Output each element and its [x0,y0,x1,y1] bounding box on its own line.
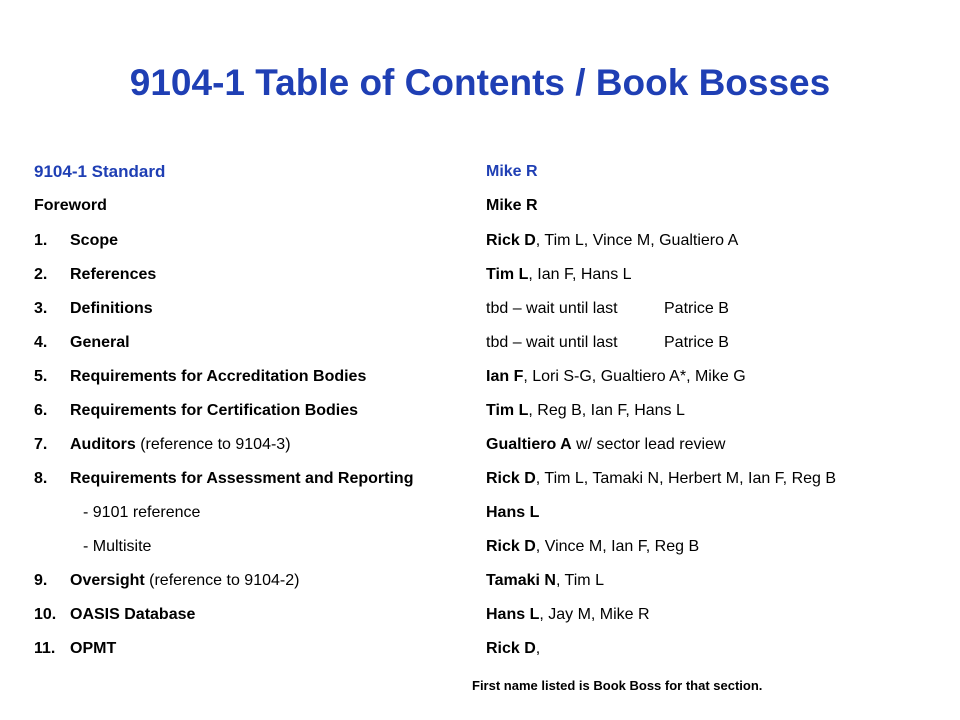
section-number: 5. [34,368,48,385]
tbd-note: tbd – wait until last [486,334,618,351]
section-number: 11. [34,640,56,657]
assignees [486,263,632,287]
book-boss: Hans L [486,504,540,521]
section-title: Requirements for Certification Bodies [70,402,359,419]
toc-row [0,399,960,423]
foreword-boss: Mike R [486,197,538,214]
other-assignees: , Reg B, Ian F, Hans L [528,402,685,419]
other-assignees: , Tim L, Vince M, Gualtiero A [535,232,739,249]
section-title: Definitions [70,300,153,317]
page-title: 9104-1 Table of Contents / Book Bosses [129,62,831,103]
section-title: Requirements for Assessment and Reporting [70,470,414,487]
book-boss: Rick D [486,538,536,555]
toc-row [0,637,960,661]
assignees [486,433,725,457]
section-title: References [70,266,157,283]
other-assignees: , Tim L, Tamaki N, Herbert M, Ian F, Reg B [535,470,837,487]
assignees [486,603,650,627]
toc-row [0,365,960,389]
other-assignees: , Tim L [555,572,604,589]
toc-row [0,467,960,491]
book-boss: Rick D [486,640,536,657]
section-number: 9. [34,572,48,589]
book-boss: Hans L [486,606,540,623]
toc-row [0,229,960,253]
book-boss: Gualtiero A [486,436,572,453]
other-assignees: , Vince M, Ian F, Reg B [535,538,700,555]
subsection-title: - Multisite [83,538,152,555]
toc-row [0,297,960,321]
section-title: Oversight [70,572,145,589]
section-title: General [70,334,130,351]
subsection-title: - 9101 reference [83,504,201,521]
footnote: First name listed is Book Boss for that section. [472,678,763,693]
other-assignees: , Ian F, Hans L [528,266,632,283]
section-title-note: (reference to 9104-2) [144,572,300,589]
section-title-group [70,433,291,457]
section-number: 4. [34,334,48,351]
tbd-assignee: Patrice B [664,300,729,317]
header-row [0,160,960,184]
book-boss: Ian F [486,368,524,385]
assignees [486,399,685,423]
section-number: 6. [34,402,48,419]
section-number: 10. [34,606,57,623]
section-number: 1. [34,232,48,249]
assignees [486,501,539,525]
toc-subrow [0,535,960,559]
book-boss: Rick D [486,232,536,249]
toc-row [0,569,960,593]
section-title: Requirements for Accreditation Bodies [70,368,367,385]
assignees [486,569,604,593]
assignees [486,365,746,389]
foreword-row [0,194,960,218]
tbd-assignee: Patrice B [664,334,729,351]
section-number: 3. [34,300,48,317]
book-boss: Tim L [486,266,529,283]
foreword-label: Foreword [34,197,107,214]
section-title-group [70,569,299,593]
assignees [486,637,540,661]
section-title: Scope [70,232,119,249]
section-number: 2. [34,266,48,283]
toc-row [0,263,960,287]
toc-subrow [0,501,960,525]
assignees [486,229,738,253]
other-assignees: w/ sector lead review [571,436,726,453]
other-assignees: , [535,640,541,657]
toc-row [0,603,960,627]
section-number: 8. [34,470,48,487]
book-boss: Tamaki N [486,572,556,589]
section-title-note: (reference to 9104-3) [135,436,291,453]
tbd-note: tbd – wait until last [486,300,618,317]
section-title: Auditors [70,436,136,453]
section-title: OASIS Database [70,606,196,623]
standard-heading: 9104-1 Standard [34,162,166,181]
section-number: 7. [34,436,48,453]
book-boss: Rick D [486,470,536,487]
standard-boss: Mike R [486,163,538,180]
section-title: OPMT [70,640,117,657]
assignees [486,467,836,491]
other-assignees: , Jay M, Mike R [539,606,650,623]
toc-row [0,433,960,457]
book-boss: Tim L [486,402,529,419]
assignees [486,535,699,559]
toc-row [0,331,960,355]
other-assignees: , Lori S-G, Gualtiero A*, Mike G [523,368,746,385]
